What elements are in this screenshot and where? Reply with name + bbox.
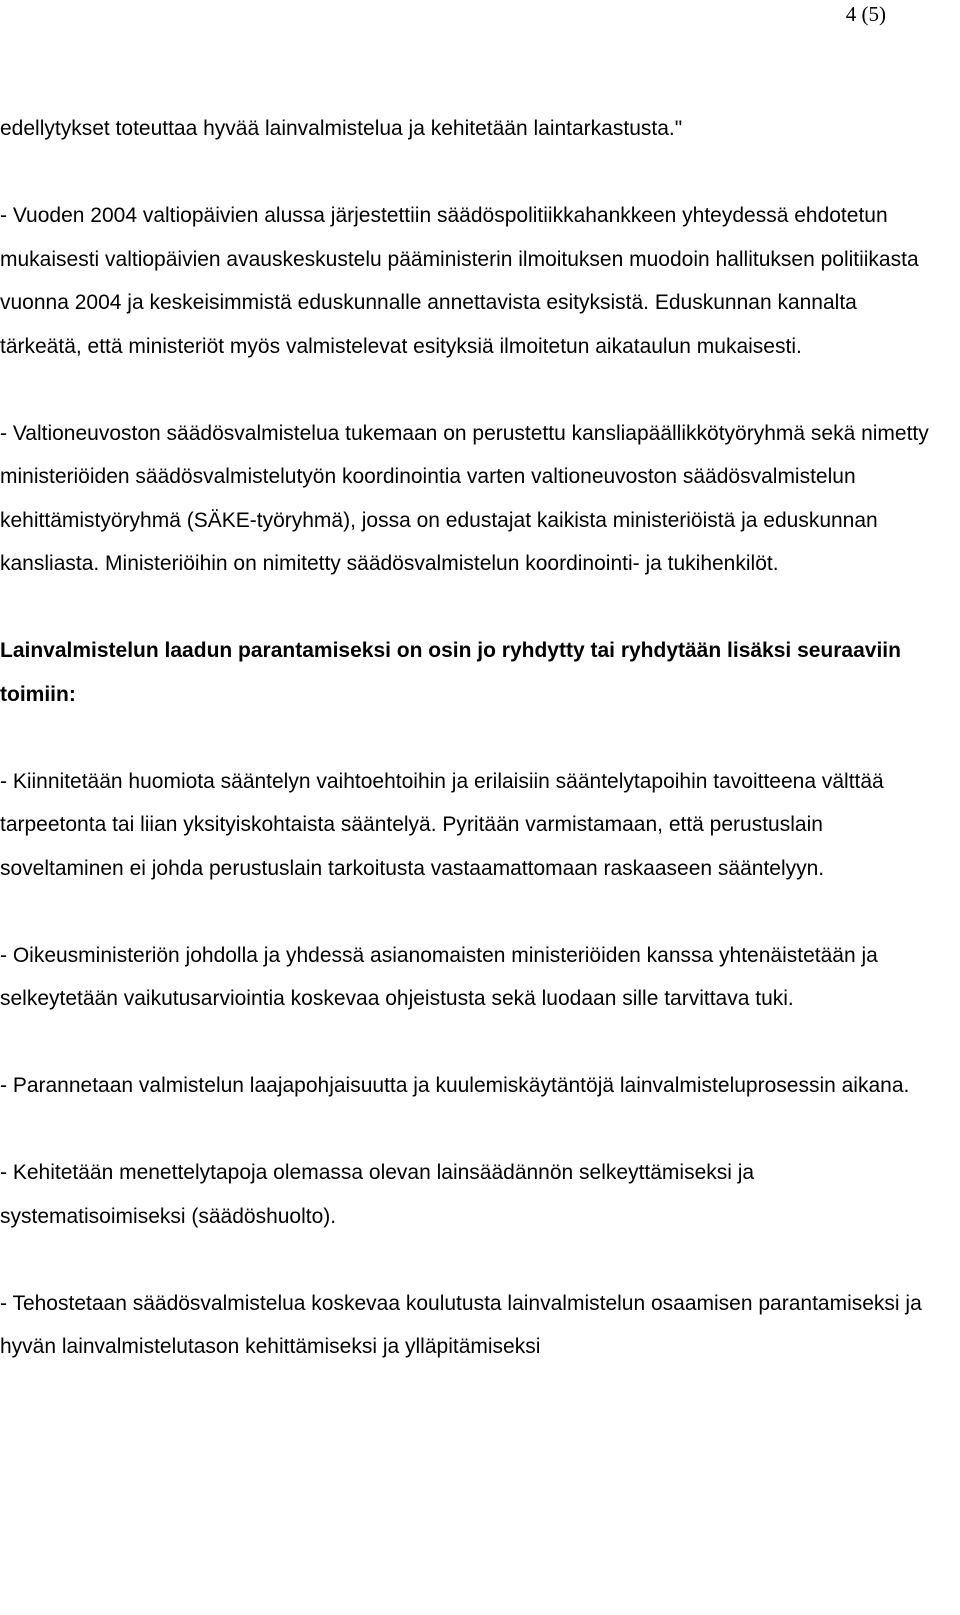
paragraph-intro: edellytykset toteuttaa hyvää lainvalmistelua ja kehitetään laintarkastusta." [0, 117, 683, 140]
section-heading: Lainvalmistelun laadun parantamiseksi on osin jo ryhdytty tai ryhdytään lisäksi seuraaviin toimiin: [0, 639, 901, 706]
list-item-vaikutusarviointi: - Oikeusministeriön johdolla ja yhdessä asianomaisten ministeriöiden kanssa yhtenäistetään ja selkeytetään vaikutusarviointia koskevaa ohjeistusta sekä luodaan sille tarvittava tuki. [0, 943, 878, 1010]
list-item-saantely: - Kiinnitetään huomiota sääntelyn vaihtoehtoihin ja erilaisiin sääntelytapoihin tavoitteena välttää tarpeetonta tai liian yksityiskohtaista sääntelyä. Pyritään varmistamaan, että perustuslain soveltaminen ei johda perustuslain tarkoitusta vastaamattomaan raskaaseen sääntelyyn. [0, 769, 884, 880]
paragraph-valtiopaivat: - Vuoden 2004 valtiopäivien alussa järjestettiin säädöspolitiikkahankkeen yhteydessä ehdotetun mukaisesti valtiopäivien avauskeskustelu pääministerin ilmoituksen muodoin hallituksen politiikasta vuonna 2004 ja keskeisimmistä eduskunnalle annettavista esityksistä. Eduskunnan kannalta tärkeätä, että ministeriöt myös valmistelevat esityksiä ilmoitetun aikataulun mukaisesti. [0, 204, 919, 358]
paragraph-valtioneuvosto: - Valtioneuvoston säädösvalmistelua tukemaan on perustettu kansliapäällikkötyöryhmä sekä nimetty ministeriöiden säädösvalmistelutyön koordinointia varten valtioneuvoston säädösvalmistelun kehittämistyöryhmä (SÄKE-työryhmä), jossa on edustajat kaikista ministeriöistä ja eduskunnan kansliasta. Ministeriöihin on nimitetty säädösvalmistelun koordinointi- ja tukihenkilöt. [0, 421, 929, 575]
list-item-saadoshuolto: - Kehitetään menettelytapoja olemassa olevan lainsäädännön selkeyttämiseksi ja systematisoimiseksi (säädöshuolto). [0, 1161, 755, 1228]
list-item-koulutus: - Tehostetaan säädösvalmistelua koskevaa koulutusta lainvalmistelun osaamisen parantamiseksi ja hyvän lainvalmistelutason kehittämiseksi ja ylläpitämiseksi [0, 1291, 922, 1358]
list-item-kuuleminen: - Parannetaan valmistelun laajapohjaisuutta ja kuulemiskäytäntöjä lainvalmisteluprosessin aikana. [0, 1074, 910, 1097]
document-body [0, 107, 940, 1369]
page-number: 4 (5) [845, 2, 886, 26]
